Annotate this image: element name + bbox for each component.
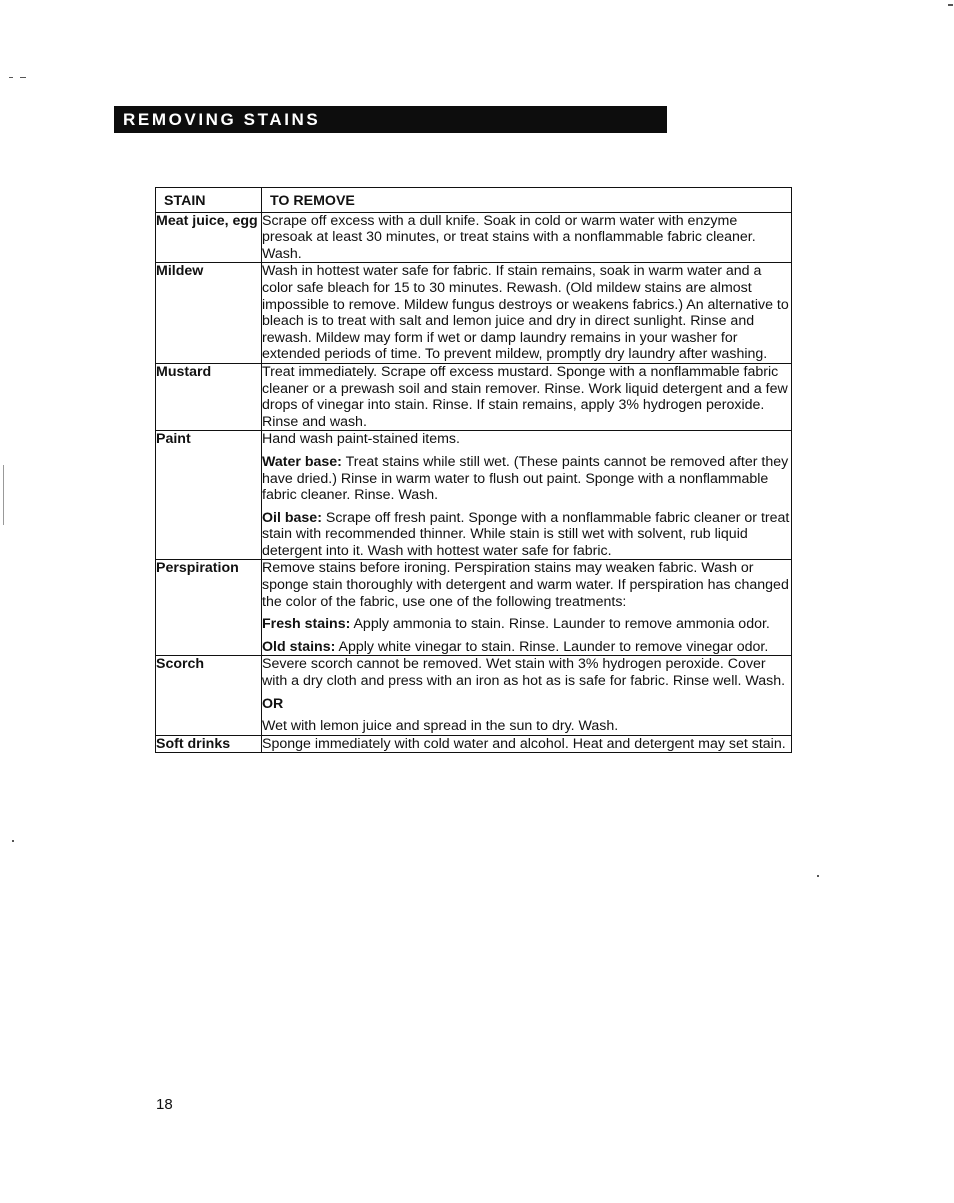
stain-name-cell: Paint	[156, 431, 262, 560]
removal-instructions-cell	[262, 431, 792, 560]
instruction-text: Wash in hottest water safe for fabric. If stain remains, soak in warm water and a color safe bleach for 15 to 30 minutes. Rewash. (Old mildew stains are almost impossible to remove. Mildew fungus destroys or weakens fabrics.) An alternative to bleach is to treat with salt and lemon juice and dry in direct sunlight. Rinse and rewash. Mildew may form if wet or damp laundry remains in your washer for extended periods of time. To prevent mildew, promptly dry laundry after washing.	[262, 263, 789, 363]
removal-instructions-cell	[262, 656, 792, 735]
instruction-paragraph	[262, 454, 791, 504]
instruction-text: Remove stains before ironing. Perspiration stains may weaken fabric. Wash or sponge stain thoroughly with detergent and warm water. If perspiration has changed the color of the fabric, use one of the following treatments:	[262, 560, 789, 610]
instruction-paragraph	[262, 736, 791, 753]
instruction-paragraph	[262, 696, 791, 713]
table-row	[156, 735, 792, 753]
instruction-text: Scrape off excess with a dull knife. Soak in cold or warm water with enzyme presoak at least 30 minutes, or treat stains with a nonflammable fabric cleaner. Wash.	[262, 212, 756, 262]
instruction-text: Scrape off fresh paint. Sponge with a nonflammable fabric cleaner or treat stain with recommended thinner. While stain is still wet with solvent, rub liquid detergent into it. Wash with hottest water safe for fabric.	[262, 509, 790, 559]
instruction-paragraph	[262, 560, 791, 610]
scan-speck	[9, 77, 13, 78]
table-row	[156, 560, 792, 656]
scan-speck	[3, 465, 4, 525]
scan-speck	[20, 77, 26, 78]
instruction-paragraph	[262, 656, 791, 689]
removal-instructions-cell	[262, 212, 792, 263]
scan-speck	[948, 4, 953, 6]
instruction-paragraph	[262, 639, 791, 656]
stain-name-cell: Meat juice, egg	[156, 212, 262, 263]
column-header-to-remove: TO REMOVE	[262, 188, 792, 213]
stain-name-cell: Soft drinks	[156, 735, 262, 753]
removal-instructions-cell	[262, 263, 792, 364]
section-title: REMOVING STAINS	[123, 110, 321, 129]
removal-instructions-cell	[262, 363, 792, 430]
instruction-text: Treat immediately. Scrape off excess mustard. Sponge with a nonflammable fabric cleaner or a prewash soil and stain remover. Rinse. Work liquid detergent and a few drops of vinegar into stain. Rinse. If stain remains, apply 3% hydrogen peroxide. Rinse and wash.	[262, 363, 788, 430]
stain-removal-table	[155, 187, 792, 753]
table-body	[156, 212, 792, 753]
table-row	[156, 656, 792, 735]
stain-name-cell: Scorch	[156, 656, 262, 735]
instruction-paragraph	[262, 263, 791, 363]
column-header-stain: STAIN	[156, 188, 262, 213]
table-row	[156, 363, 792, 430]
instruction-label: Oil base:	[262, 509, 322, 526]
table-row	[156, 212, 792, 263]
stain-name-cell: Perspiration	[156, 560, 262, 656]
section-header-bar	[114, 106, 667, 133]
scan-speck	[12, 840, 14, 842]
removal-instructions-cell	[262, 735, 792, 753]
stain-name-cell: Mildew	[156, 263, 262, 364]
instruction-label: OR	[262, 695, 284, 712]
instruction-text: Wet with lemon juice and spread in the sun to dry. Wash.	[262, 718, 619, 735]
instruction-text: Sponge immediately with cold water and alcohol. Heat and detergent may set stain.	[262, 735, 786, 752]
instruction-paragraph	[262, 213, 791, 263]
removal-instructions-cell	[262, 560, 792, 656]
instruction-label: Old stains:	[262, 638, 336, 655]
table-header-row	[156, 188, 792, 213]
instruction-text: Apply ammonia to stain. Rinse. Launder to remove ammonia odor.	[350, 616, 770, 633]
page-number: 18	[156, 1096, 173, 1113]
table-row	[156, 263, 792, 364]
instruction-paragraph	[262, 364, 791, 430]
table-row	[156, 431, 792, 560]
instruction-label: Water base:	[262, 453, 342, 470]
instruction-label: Fresh stains:	[262, 616, 351, 633]
instruction-text: Apply white vinegar to stain. Rinse. Launder to remove vinegar odor.	[335, 638, 769, 655]
stain-name-cell: Mustard	[156, 363, 262, 430]
instruction-paragraph	[262, 718, 791, 735]
instruction-text: Hand wash paint-stained items.	[262, 431, 460, 448]
instruction-text: Treat stains while still wet. (These paints cannot be removed after they have dried.) Rinse in warm water to flush out paint. Sponge with a nonflammable fabric cleaner. Rinse. Wash.	[262, 453, 789, 504]
instruction-paragraph	[262, 510, 791, 560]
instruction-paragraph	[262, 431, 791, 448]
scan-speck	[817, 875, 819, 877]
instruction-paragraph	[262, 616, 791, 633]
instruction-text: Severe scorch cannot be removed. Wet stain with 3% hydrogen peroxide. Cover with a dry cloth and press with an iron as hot as is safe for fabric. Rinse well. Wash.	[262, 656, 786, 690]
